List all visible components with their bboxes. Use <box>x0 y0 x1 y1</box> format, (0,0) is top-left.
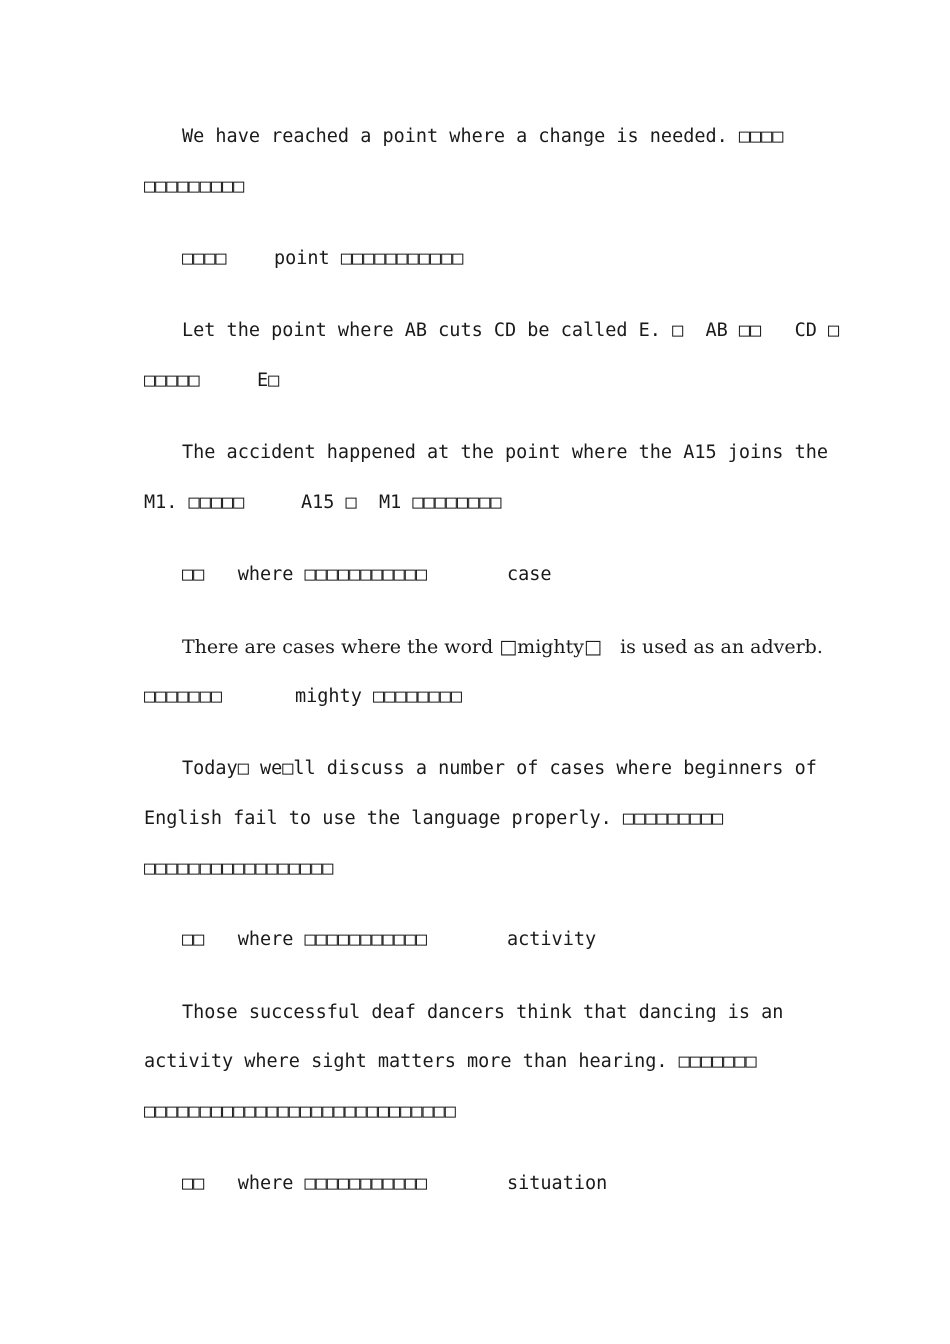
paragraph-4-line-2a: M1. □□□□□ <box>144 492 245 513</box>
paragraph-6-line-1: There are cases where the word □mighty□ is used as an adverb. <box>182 636 823 658</box>
paragraph-6-line-2a: □□□□□□□ <box>144 686 222 707</box>
paragraph-9-line-1: Those successful deaf dancers think that dancing is an <box>182 1002 784 1023</box>
paragraph-7-line-2: English fail to use the language properly. □□□□□□□□□ <box>144 808 724 829</box>
paragraph-10-lead: □□ where □□□□□□□□□□□ <box>182 1173 428 1194</box>
paragraph-8-lead: □□ where □□□□□□□□□□□ <box>182 929 428 950</box>
paragraph-8-tail: activity <box>507 929 597 950</box>
paragraph-3-line-1: Let the point where AB cuts CD be called E. □ AB □□ CD □ <box>182 320 840 341</box>
paragraph-1-line-2: □□□□□□□□□ <box>144 176 245 197</box>
paragraph-2-lead: □□□□ <box>182 248 227 269</box>
paragraph-3-line-2b: E□ <box>257 370 280 391</box>
paragraph-4-line-1: The accident happened at the point where the A15 joins the <box>182 442 829 463</box>
paragraph-5-lead: □□ where □□□□□□□□□□□ <box>182 564 428 585</box>
paragraph-7-line-1: Today□ we□ll discuss a number of cases where beginners of <box>182 758 817 779</box>
paragraph-6-line-2b: mighty □□□□□□□□ <box>295 686 463 707</box>
paragraph-7-line-3: □□□□□□□□□□□□□□□□□ <box>144 858 334 879</box>
paragraph-2-rest: point □□□□□□□□□□□ <box>274 248 464 269</box>
paragraph-9-line-2: activity where sight matters more than hearing. □□□□□□□ <box>144 1051 757 1072</box>
paragraph-10-tail: situation <box>507 1173 608 1194</box>
paragraph-1-line-1: We have reached a point where a change is needed. □□□□ <box>182 126 784 147</box>
paragraph-5-tail: case <box>507 564 552 585</box>
paragraph-9-line-3: □□□□□□□□□□□□□□□□□□□□□□□□□□□□ <box>144 1101 456 1122</box>
paragraph-4-line-2b: A15 □ M1 □□□□□□□□ <box>301 492 502 513</box>
paragraph-3-line-2a: □□□□□ <box>144 370 200 391</box>
